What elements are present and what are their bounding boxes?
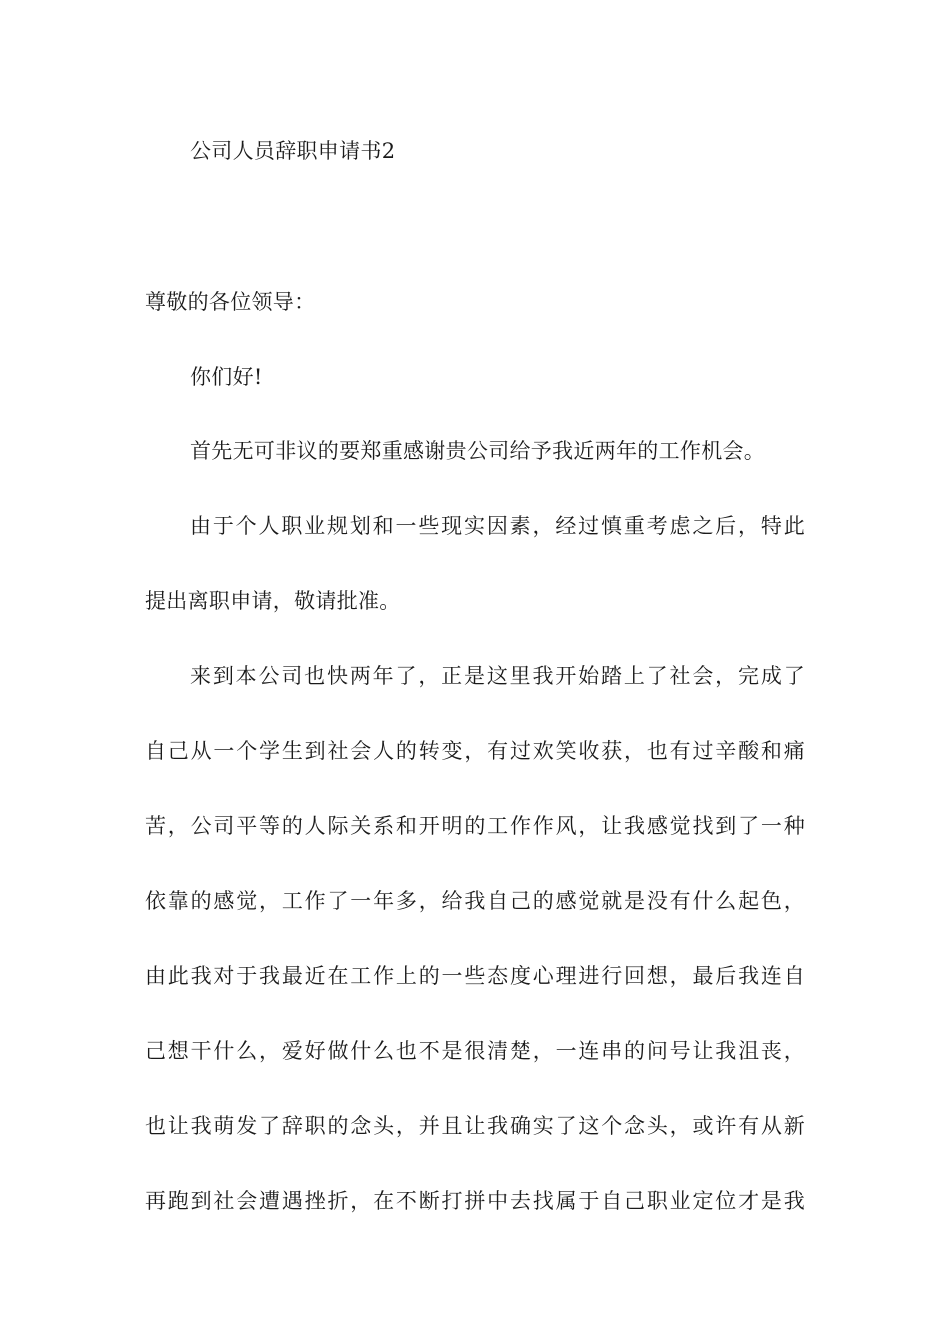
body-line: 苦，公司平等的人际关系和开明的工作作风，让我感觉找到了一种 — [145, 814, 805, 838]
body-line: 来到本公司也快两年了，正是这里我开始踏上了社会，完成了 — [190, 664, 805, 688]
salutation: 尊敬的各位领导： — [145, 290, 316, 314]
body-line: 自己从一个学生到社会人的转变，有过欢笑收获，也有过辛酸和痛 — [145, 739, 805, 763]
body-line: 依靠的感觉，工作了一年多，给我自己的感觉就是没有什么起色， — [145, 889, 805, 913]
greeting: 你们好! — [190, 365, 263, 389]
document-title: 公司人员辞职申请书2 — [190, 139, 396, 163]
body-line: 提出离职申请，敬请批准。 — [145, 589, 401, 613]
body-line: 由此我对于我最近在工作上的一些态度心理进行回想，最后我连自 — [145, 964, 805, 988]
body-line: 己想干什么，爱好做什么也不是很清楚，一连串的问号让我沮丧， — [145, 1039, 805, 1063]
body-line: 再跑到社会遭遇挫折，在不断打拼中去找属于自己职业定位才是我 — [145, 1189, 805, 1213]
body-line: 首先无可非议的要郑重感谢贵公司给予我近两年的工作机会。 — [190, 439, 766, 463]
body-line: 也让我萌发了辞职的念头，并且让我确实了这个念头，或许有从新 — [145, 1114, 805, 1138]
body-line: 由于个人职业规划和一些现实因素，经过慎重考虑之后，特此 — [190, 514, 805, 538]
